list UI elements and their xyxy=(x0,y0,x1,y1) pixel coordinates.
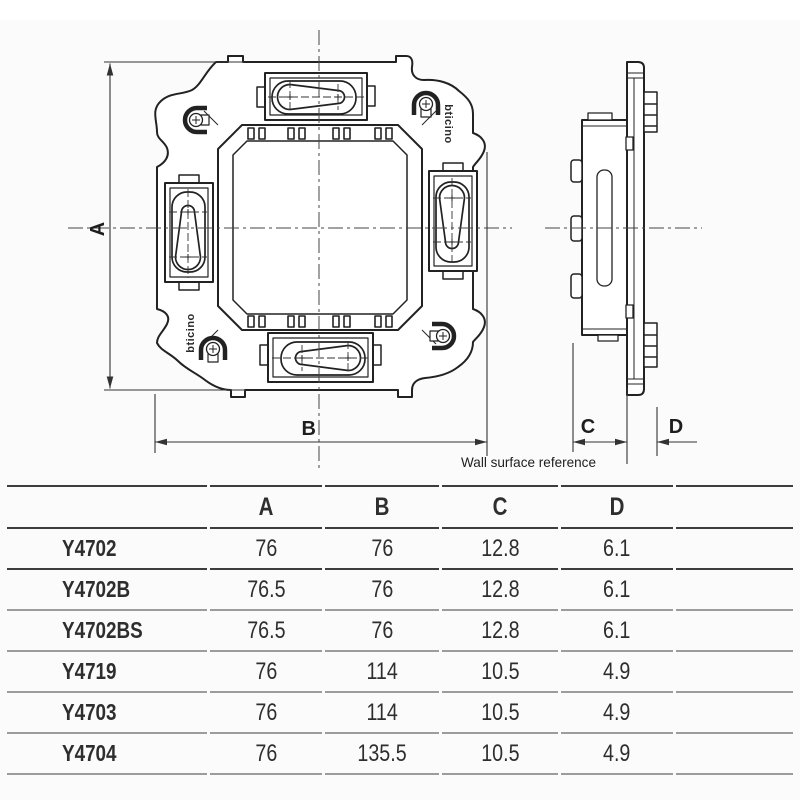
cell-model: Y4702 xyxy=(7,529,207,570)
cell-d: 6.1 xyxy=(561,570,673,611)
cell-b: 114 xyxy=(325,693,439,734)
screw-slot-bottom xyxy=(260,333,381,382)
cell-empty xyxy=(676,570,793,611)
cell-a: 76 xyxy=(210,693,322,734)
table-row xyxy=(7,570,793,611)
cell-model: Y4719 xyxy=(7,652,207,693)
cell-d: 6.1 xyxy=(561,529,673,570)
cell-b: 76 xyxy=(325,529,439,570)
cell-model: Y4702BS xyxy=(7,611,207,652)
header-empty xyxy=(676,485,793,529)
dimension-a-label: A xyxy=(87,221,109,237)
cell-c: 10.5 xyxy=(442,734,558,775)
cell-empty xyxy=(676,693,793,734)
table-row xyxy=(7,734,793,775)
cell-a: 76.5 xyxy=(210,570,322,611)
dimensions-table xyxy=(4,485,796,775)
dimension-c xyxy=(573,343,627,464)
cell-b: 76 xyxy=(325,570,439,611)
dimension-b-label: B xyxy=(301,418,316,440)
cell-empty xyxy=(676,652,793,693)
header-model xyxy=(7,485,207,529)
header-a: A xyxy=(210,485,322,529)
brand-logo-bottom-left: bticino xyxy=(185,313,197,353)
dimension-c-label: C xyxy=(580,416,596,438)
screw-slot-top xyxy=(257,73,375,120)
cell-b: 135.5 xyxy=(325,734,439,775)
screw-slot-left xyxy=(165,175,213,290)
wall-surface-reference-label: Wall surface reference xyxy=(461,454,597,470)
cell-model: Y4703 xyxy=(7,693,207,734)
cell-b: 76 xyxy=(325,611,439,652)
header-b: B xyxy=(325,485,439,529)
cell-empty xyxy=(676,529,793,570)
cell-c: 10.5 xyxy=(442,693,558,734)
cell-d: 4.9 xyxy=(561,652,673,693)
cell-model: Y4704 xyxy=(7,734,207,775)
cell-a: 76 xyxy=(210,529,322,570)
cell-d: 4.9 xyxy=(561,693,673,734)
cell-c: 12.8 xyxy=(442,611,558,652)
cell-d: 6.1 xyxy=(561,611,673,652)
cell-empty xyxy=(676,611,793,652)
cell-empty xyxy=(676,734,793,775)
side-wall-tabs xyxy=(571,160,582,298)
cell-model: Y4702B xyxy=(7,570,207,611)
side-front-bosses xyxy=(644,92,657,367)
screw-slot-right xyxy=(429,163,477,279)
cell-a: 76 xyxy=(210,652,322,693)
table-row xyxy=(7,611,793,652)
brand-logo-top-right: bticino xyxy=(442,104,454,144)
cell-a: 76.5 xyxy=(210,611,322,652)
cell-c: 12.8 xyxy=(442,570,558,611)
front-view xyxy=(155,56,485,397)
cell-b: 114 xyxy=(325,652,439,693)
cell-d: 4.9 xyxy=(561,734,673,775)
cell-c: 12.8 xyxy=(442,529,558,570)
header-c: C xyxy=(442,485,558,529)
table-row xyxy=(7,652,793,693)
table-row xyxy=(7,529,793,570)
header-d: D xyxy=(561,485,673,529)
table-header-row xyxy=(7,485,793,529)
dimension-d-label: D xyxy=(668,416,684,438)
cell-c: 10.5 xyxy=(442,652,558,693)
cell-a: 76 xyxy=(210,734,322,775)
table-row xyxy=(7,693,793,734)
